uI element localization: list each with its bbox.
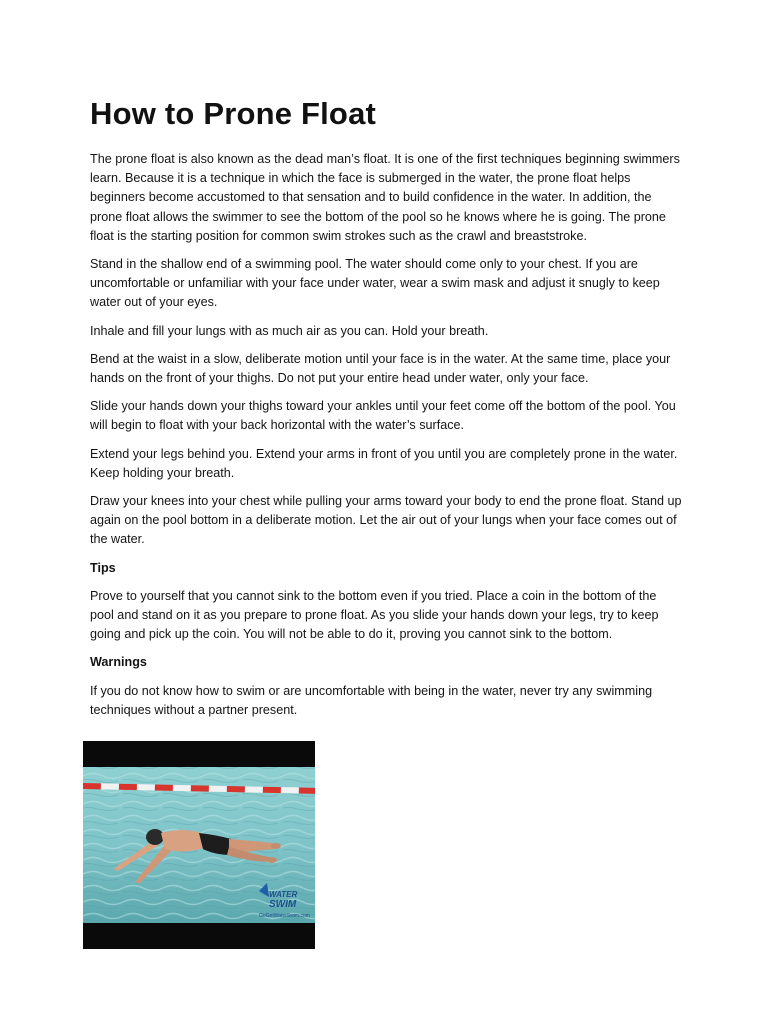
warnings-paragraph: If you do not know how to swim or are uncomfortable with being in the water, never try any swimming techniques without a partner present. <box>90 683 653 717</box>
step-paragraph: Bend at the waist in a slow, deliberate motion until your face is in the water. At the same time, place your hands on the front of your thighs. Do not put your entire head under water, only your face. <box>90 351 671 386</box>
swimmer-photo <box>83 741 315 949</box>
logo-url: GoGetWaterSwim.com <box>259 913 310 919</box>
step-paragraph: Inhale and fill your lungs with as much air as you can. Hold your breath. <box>90 323 489 338</box>
swimmer-photo-illustration <box>83 741 315 949</box>
logo-line1: WATER <box>269 890 298 899</box>
step-paragraph: Extend your legs behind you. Extend your arms in front of you until you are completely prone in the water. Keep holding your breath. <box>90 446 678 480</box>
intro-paragraph: The prone float is also known as the dead man’s float. It is one of the first techniques beginning swimmers learn. Because it is a technique in which the face is submerged in the water, the prone float helps beginners become accustomed to that sensation and to build confidence in the water. In addition, the prone float allows the swimmer to see the bottom of the pool so he knows where he is going. The prone float is the starting position for common swim strokes such as the crawl and breaststroke. <box>90 152 680 243</box>
document-body <box>90 94 682 729</box>
tips-paragraph: Prove to yourself that you cannot sink to the bottom even if you tried. Place a coin in the bottom of the pool and stand on it as you prepare to prone float. As you slide your hands down your legs, try to keep going and pick up the coin. You will not be able to do it, proving you cannot sink to the bottom. <box>90 588 659 642</box>
step-paragraph: Draw your knees into your chest while pulling your arms toward your body to end the prone float. Stand up again on the pool bottom in a deliberate motion. Let the air out of your lungs when your face comes out of the water. <box>90 494 682 547</box>
step-paragraph: Slide your hands down your thighs toward your ankles until your feet come off the bottom of the pool. You will begin to float with your back horizontal with the water’s surface. <box>90 399 676 433</box>
logo-line2: SWIM <box>269 899 297 910</box>
tips-heading: Tips <box>90 560 116 575</box>
photo-bottom-band <box>83 923 315 949</box>
step-paragraph: Stand in the shallow end of a swimming pool. The water should come only to your chest. If you are uncomfortable or unfamiliar with your face under water, wear a swim mask and adjust it snugly to keep water out of your eyes. <box>90 257 660 310</box>
photo-top-band <box>83 741 315 767</box>
warnings-heading: Warnings <box>90 655 147 670</box>
page-title: How to Prone Float <box>90 96 377 131</box>
